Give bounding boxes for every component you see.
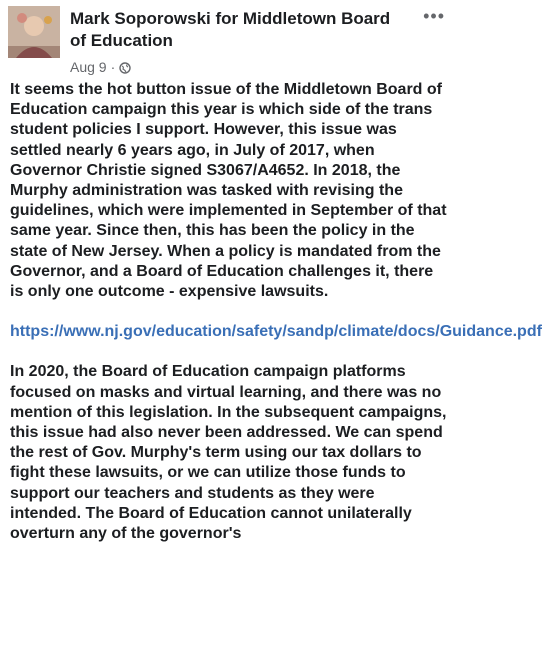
meta-separator: · xyxy=(110,59,116,75)
globe-icon xyxy=(119,61,131,73)
post-header xyxy=(0,0,455,86)
more-options-icon[interactable]: ••• xyxy=(423,6,445,26)
post-paragraph-2: In 2020, the Board of Education campaign platforms focused on masks and virtual learning, and there was no mention of this legislation. In the subsequent campaigns, this issue had also never been addressed. We can spend the rest of Gov. Murphy's term using our tax dollars to fight these lawsuits, or we can utilize those funds to support our teachers and students as they were intended. The Board of Education cannot unilaterally overturn any of the governor's xyxy=(10,363,447,543)
avatar[interactable] xyxy=(8,6,60,58)
post-meta xyxy=(70,59,131,75)
post-paragraph-1: It seems the hot button issue of the Middletown Board of Education campaign this year is which side of the trans student policies I support. However, this issue was settled nearly 6 years ago, in July of 2017, when Governor Christie signed S3067/A4652. In 2018, the Murphy administration was tasked with revising the guidelines, which were implemented in September of that same year. Since then, this has been the policy in the state of New Jersey. When a policy is mandated from the Governor, and a Board of Education challenges it, there is only one outcome - expensive lawsuits. xyxy=(10,81,447,301)
guidance-link[interactable]: https://www.nj.gov/education/safety/sandp/climate/docs/Guidance.pdf xyxy=(10,323,542,341)
avatar-photo xyxy=(8,6,60,58)
author-name[interactable]: Mark Soporowski for Middletown Board of Education xyxy=(70,9,391,50)
post-date[interactable]: Aug 9 xyxy=(70,59,107,75)
post-body xyxy=(10,80,542,564)
